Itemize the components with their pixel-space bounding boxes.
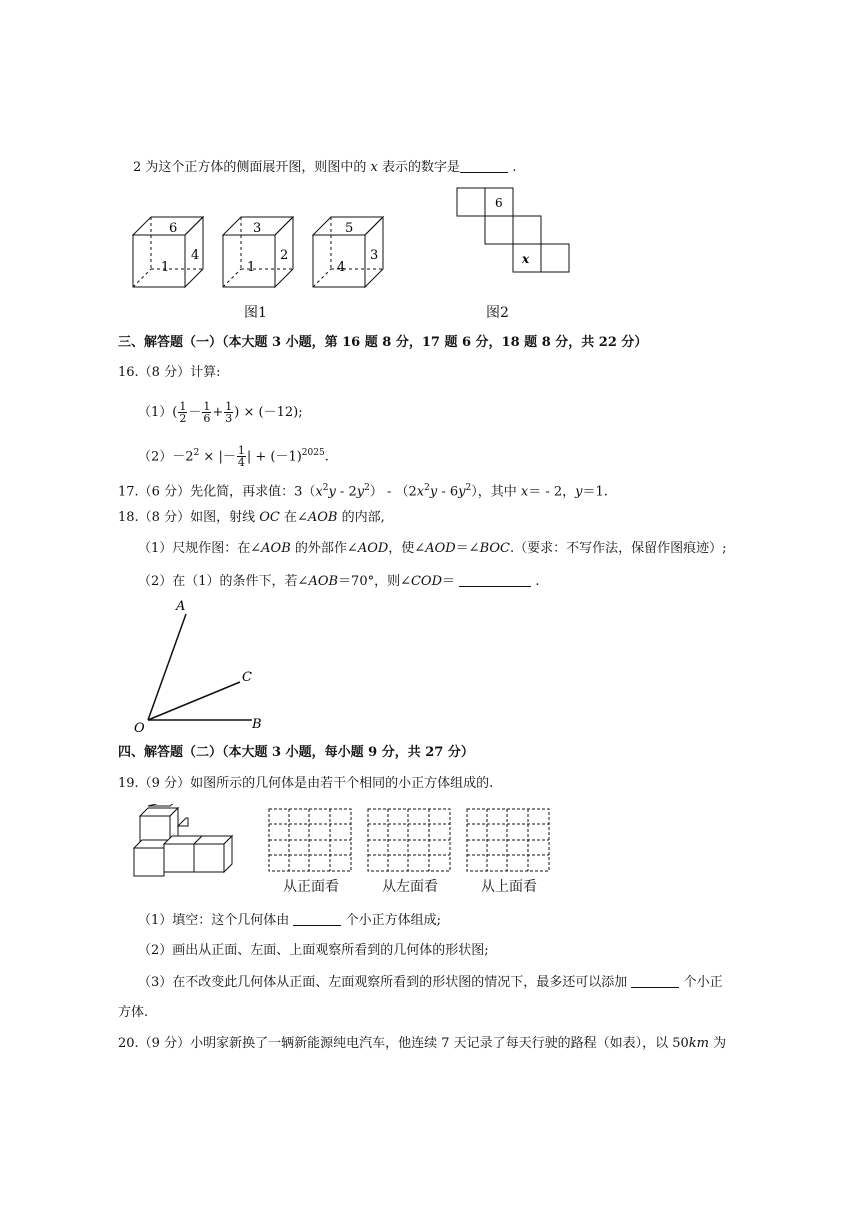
fig2-caption: 图2: [486, 305, 509, 321]
label-c: C: [242, 670, 252, 685]
q15-var-x: x: [370, 160, 378, 175]
q20-text: 20.（9 分）小明家新换了一辆新能源纯电汽车，他连续 7 天记录了每天行驶的路程（如表），以 50km 为: [118, 1036, 727, 1051]
q19-p1-blank: [293, 911, 341, 926]
q18-answer-blank: [459, 572, 531, 587]
q17-text: 17.（6 分）先化简，再求值：$3(x^2y - 2y^2) - (2x^2y - 6y^2)$，其中 x＝ - 2，y＝1.: [118, 483, 608, 500]
q19-heading: 19.（9 分）如图所示的几何体是由若干个相同的小正方体组成的.: [118, 776, 494, 791]
q16-p1-label: （1）: [138, 405, 173, 420]
q15-answer-blank: [460, 158, 508, 173]
ray-oa: [148, 614, 186, 720]
q15-before: 2 为这个正方体的侧面展开图，则图中的: [133, 160, 367, 175]
q18-part-2: （2）在（1）的条件下，若∠AOB＝70°，则∠COD＝ .: [138, 574, 540, 589]
frac-1-3: $\frac{1}{3}$: [225, 400, 233, 425]
section-3-heading: 三、解答题（一）（本大题 3 小题，第 16 题 8 分，17 题 6 分，18 题 8 分，共 22 分）: [118, 335, 648, 350]
angle-figure: [128, 596, 278, 736]
section-4-heading: 四、解答题（二）（本大题 3 小题，每小题 9 分，共 27 分）: [118, 745, 474, 760]
frac-1-4: $\frac{1}{4}$: [237, 444, 245, 470]
grid-top: [467, 809, 549, 871]
caption-left-view: 从左面看: [382, 879, 438, 895]
q18-heading: 18.（8 分）如图，射线 OC 在∠AOB 的内部,: [118, 510, 385, 525]
frac-1-2: $\frac{1}{2}$: [179, 400, 187, 425]
q15-after: 表示的数字是: [382, 160, 461, 175]
net-cell-6: 6: [495, 196, 503, 210]
cube-2-front: 1: [247, 260, 256, 275]
cube-3: [313, 217, 383, 287]
label-b: B: [252, 717, 262, 732]
q19-part-2: （2）画出从正面、左面、上面观察所看到的几何体的形状图;: [138, 943, 489, 958]
q19-dashed-grids: [268, 808, 558, 872]
q16-p1-tail: × (－12);: [243, 405, 303, 420]
q19-p3-blank: [631, 973, 679, 988]
ray-oc: [148, 682, 240, 720]
fig1-caption: 图1: [244, 305, 267, 321]
caption-front-view: 从正面看: [283, 879, 339, 895]
grid-left: [368, 809, 450, 871]
cube-3-right: 3: [370, 248, 379, 263]
cube-1-right: 4: [191, 248, 200, 263]
label-o: O: [134, 721, 145, 736]
q15-end: .: [512, 160, 517, 175]
fig2-net: [455, 186, 575, 278]
cube-1-front: 1: [161, 260, 170, 275]
frac-1-6: $\frac{1}{6}$: [203, 400, 211, 425]
net-cell-x: x: [522, 252, 530, 266]
q19-part-1: （1）填空：这个几何体由 个小正方体组成;: [138, 913, 441, 928]
label-a: A: [176, 599, 186, 614]
q19-part-3: （3）在不改变此几何体从正面、左面观察所看到的形状图的情况下，最多还可以添加 个小正: [138, 975, 723, 990]
q16-p2-label: （2）: [138, 449, 173, 465]
grid-front: [269, 809, 351, 871]
caption-top-view: 从上面看: [481, 879, 537, 895]
q16-part-1: （1）( $\frac{1}{2}$ － $\frac{1}{6}$ + $\frac{1}{3}$ ) × (－12);: [138, 400, 303, 425]
cube-2: [223, 217, 293, 287]
cube-2-top: 3: [253, 221, 262, 236]
cube-1: [133, 217, 203, 287]
q16-part-2: $(2)-2^2$ × |－ $\frac{1}{4}$ | + $(-1)^{2025}$.: [138, 444, 329, 470]
cube-3-top: 5: [345, 221, 354, 236]
q15-text: [133, 158, 516, 177]
q16-heading: 16.（8 分）计算:: [118, 365, 221, 380]
cube-2-right: 2: [280, 248, 289, 263]
cube-3-front: 4: [337, 260, 346, 275]
q18-part-1: （1）尺规作图：在∠AOB 的外部作∠AOD，使∠AOD＝∠BOC.（要求：不写作法，保留作图痕迹）;: [138, 541, 727, 556]
q19-part-3-cont: 方体.: [118, 1005, 149, 1020]
q19-solid: [128, 804, 240, 880]
cube-1-top: 6: [169, 221, 178, 236]
fig1-cubes: [125, 205, 395, 290]
